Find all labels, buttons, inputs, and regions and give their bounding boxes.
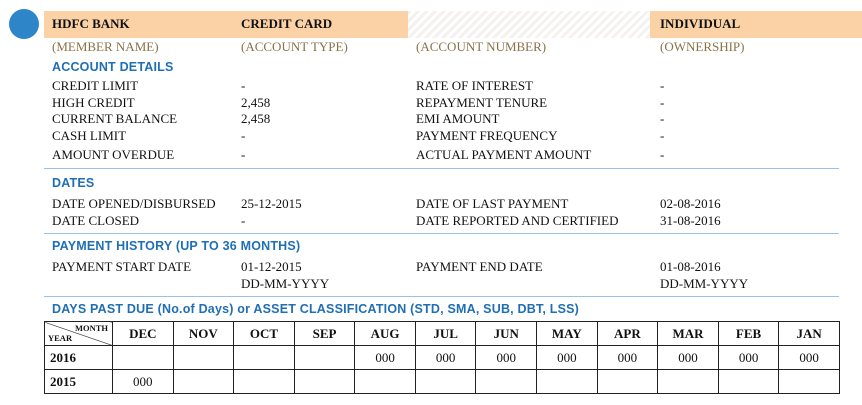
- month-header: DEC: [113, 322, 174, 346]
- detail-value: 2,458: [241, 95, 271, 110]
- dpd-title: DAYS PAST DUE (No.of Days) or ASSET CLASSIFICATION (STD, SMA, SUB, DBT, LSS): [52, 302, 580, 316]
- detail-value: -: [660, 147, 665, 162]
- account-type-label: (ACCOUNT TYPE): [241, 39, 348, 54]
- dpd-cell: 000: [355, 346, 416, 370]
- year-cell: 2016: [45, 346, 113, 370]
- detail-label: ACTUAL PAYMENT AMOUNT: [416, 147, 592, 162]
- dpd-cell: [476, 370, 537, 394]
- detail-value: -: [660, 95, 665, 110]
- section-divider: [44, 296, 839, 297]
- dpd-cell: [173, 346, 234, 370]
- month-header: AUG: [355, 322, 416, 346]
- detail-value: -: [241, 78, 246, 93]
- dpd-cell: [537, 370, 598, 394]
- month-header: OCT: [234, 322, 295, 346]
- dpd-cell: [355, 370, 416, 394]
- account-number-label: (ACCOUNT NUMBER): [416, 39, 547, 54]
- date-opened-value: 25-12-2015: [241, 196, 302, 211]
- dpd-cell: [415, 370, 476, 394]
- section-divider: [44, 168, 839, 169]
- dpd-row-2015: [45, 370, 840, 394]
- month-header: NOV: [173, 322, 234, 346]
- detail-label: HIGH CREDIT: [52, 95, 135, 110]
- detail-label: RATE OF INTEREST: [416, 78, 533, 93]
- dpd-header-row: [45, 322, 840, 346]
- month-header: SEP: [294, 322, 355, 346]
- detail-value: -: [241, 128, 246, 143]
- dpd-cell: [597, 370, 658, 394]
- date-last-payment-value: 02-08-2016: [660, 196, 721, 211]
- detail-value: -: [241, 147, 246, 162]
- detail-value: -: [660, 78, 665, 93]
- dpd-cell: 000: [113, 370, 174, 394]
- date-closed-value: -: [241, 213, 246, 228]
- month-year-corner: [45, 322, 113, 346]
- dpd-table: [44, 321, 840, 394]
- payment-start-label: PAYMENT START DATE: [52, 259, 192, 274]
- dpd-cell: [234, 346, 295, 370]
- dates-title: DATES: [52, 176, 95, 190]
- masked-account-number: [408, 11, 650, 38]
- payment-end-label: PAYMENT END DATE: [416, 259, 543, 274]
- payment-end-format: DD-MM-YYYY: [660, 276, 749, 291]
- dpd-cell: [779, 370, 840, 394]
- payment-start-format: DD-MM-YYYY: [241, 276, 330, 291]
- detail-label: CREDIT LIMIT: [52, 78, 139, 93]
- dpd-cell: [294, 346, 355, 370]
- month-label: MONTH: [74, 323, 108, 333]
- month-header: JUN: [476, 322, 537, 346]
- dpd-cell: [658, 370, 719, 394]
- detail-label: REPAYMENT TENURE: [416, 95, 548, 110]
- year-label: YEAR: [48, 333, 73, 343]
- ownership-label: (OWNERSHIP): [660, 39, 745, 54]
- detail-label: CURRENT BALANCE: [52, 111, 178, 126]
- date-closed-label: DATE CLOSED: [52, 213, 140, 228]
- dpd-cell: 000: [718, 346, 779, 370]
- member-name-label: (MEMBER NAME): [52, 39, 159, 54]
- dpd-cell: [294, 370, 355, 394]
- year-cell: 2015: [45, 370, 113, 394]
- payment-history-title: PAYMENT HISTORY (UP TO 36 MONTHS): [52, 239, 301, 253]
- detail-label: PAYMENT FREQUENCY: [416, 128, 558, 143]
- dpd-cell: [234, 370, 295, 394]
- month-header: APR: [597, 322, 658, 346]
- detail-label: CASH LIMIT: [52, 128, 127, 143]
- payment-start-value: 01-12-2015: [241, 259, 302, 274]
- month-header: JUL: [415, 322, 476, 346]
- ownership: INDIVIDUAL: [660, 16, 741, 31]
- month-header: MAR: [658, 322, 719, 346]
- section-divider: [44, 233, 839, 234]
- dpd-row-2016: [45, 346, 840, 370]
- dpd-cell: [718, 370, 779, 394]
- dpd-cell: 000: [415, 346, 476, 370]
- month-header: FEB: [718, 322, 779, 346]
- dpd-cell: 000: [658, 346, 719, 370]
- detail-label: AMOUNT OVERDUE: [52, 147, 175, 162]
- account-details-title: ACCOUNT DETAILS: [52, 60, 174, 74]
- dpd-cell: 000: [779, 346, 840, 370]
- month-header: MAY: [537, 322, 598, 346]
- date-last-payment-label: DATE OF LAST PAYMENT: [416, 196, 569, 211]
- dpd-cell: [173, 370, 234, 394]
- detail-value: -: [660, 111, 665, 126]
- month-header: JAN: [779, 322, 840, 346]
- dpd-cell: 000: [476, 346, 537, 370]
- account-type: CREDIT CARD: [241, 16, 333, 31]
- dpd-cell: 000: [537, 346, 598, 370]
- detail-value: -: [660, 128, 665, 143]
- date-opened-label: DATE OPENED/DISBURSED: [52, 196, 216, 211]
- detail-value: 2,458: [241, 111, 271, 126]
- date-reported-value: 31-08-2016: [660, 213, 721, 228]
- detail-label: EMI AMOUNT: [416, 111, 500, 126]
- payment-end-value: 01-08-2016: [660, 259, 721, 274]
- bank-name: HDFC BANK: [52, 16, 130, 31]
- dpd-cell: 000: [597, 346, 658, 370]
- dpd-cell: [113, 346, 174, 370]
- date-reported-label: DATE REPORTED AND CERTIFIED: [416, 213, 619, 228]
- status-dot: [9, 9, 39, 39]
